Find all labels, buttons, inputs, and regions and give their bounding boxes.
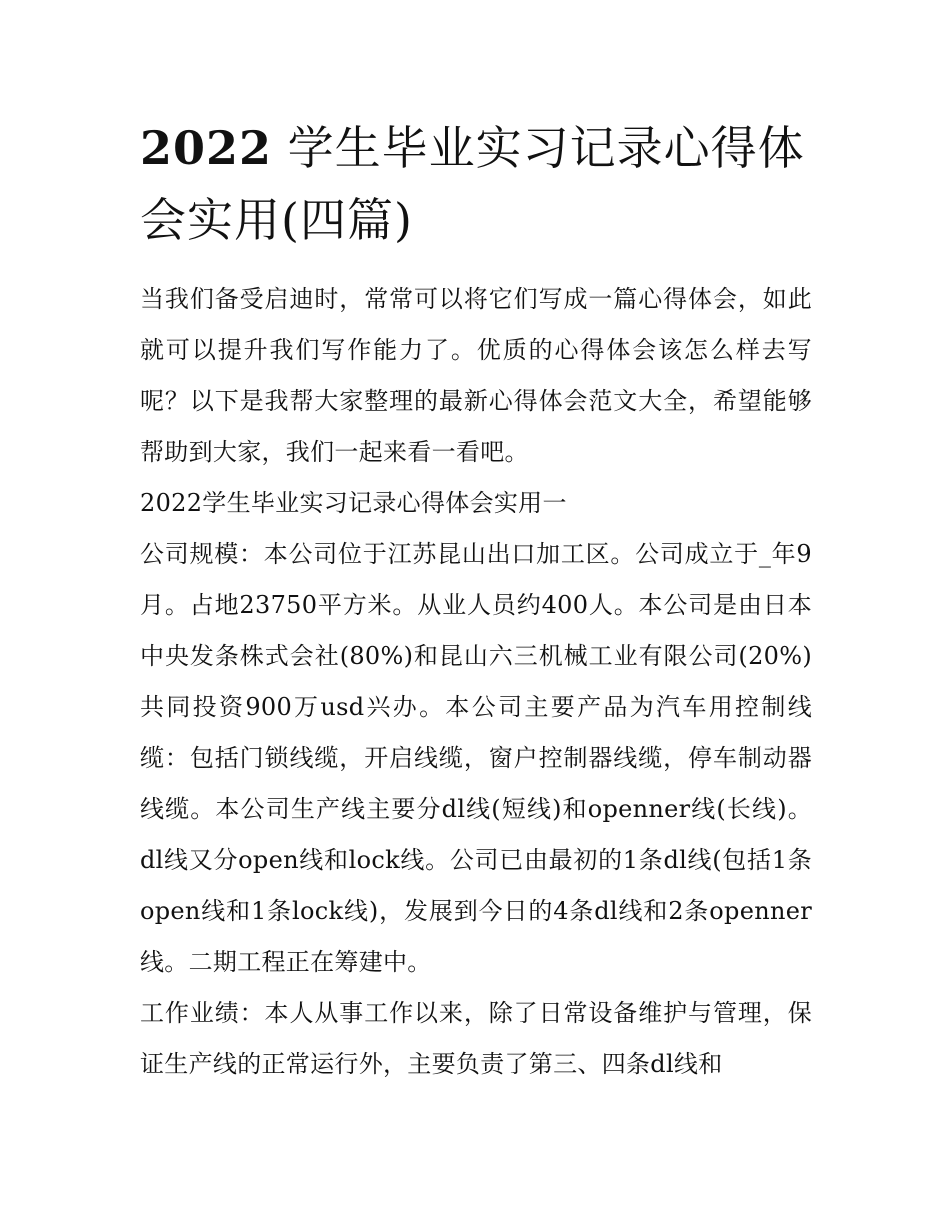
document-page [140,112,812,1090]
section-heading: 2022学生毕业实习记录心得体会实用一 [140,489,567,517]
document-body [140,274,812,1090]
document-title [140,112,812,256]
work-performance-paragraph: 工作业绩：本人从事工作以来，除了日常设备维护与管理，保证生产线的正常运行外，主要负责了第三、四条dl线和 [140,999,812,1078]
title-text: 学生毕业实习记录心得体会实用(四篇) [140,121,805,247]
intro-paragraph: 当我们备受启迪时，常常可以将它们写成一篇心得体会，如此就可以提升我们写作能力了。优质的心得体会该怎么样去写呢？以下是我帮大家整理的最新心得体会范文大全，希望能够帮助到大家，我们一起来看一看吧。 [140,285,812,466]
company-scale-paragraph: 公司规模：本公司位于江苏昆山出口加工区。公司成立于_年9月。占地23750平方米。从业人员约400人。本公司是由日本中央发条株式会社(80%)和昆山六三机械工业有限公司(20%)共同投资900万usd兴办。本公司主要产品为汽车用控制线缆：包括门锁线缆，开启线缆，窗户控制器线缆，停车制动器线缆。本公司生产线主要分dl线(短线)和openner线(长线)。dl线又分open线和lock线。公司已由最初的1条dl线(包括1条open线和1条lock线)，发展到今日的4条dl线和2条openner线。二期工程正在筹建中。 [140,540,812,976]
title-year: 2022 [140,121,273,175]
